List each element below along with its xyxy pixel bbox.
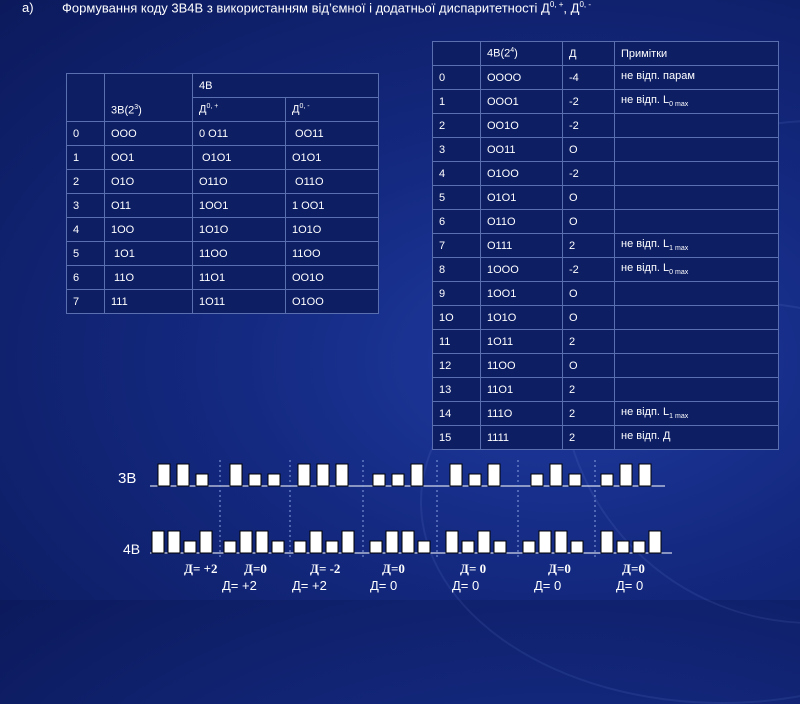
bit-one-mark-3b: [317, 464, 329, 486]
table-cell: -2: [563, 114, 615, 138]
table-cell: 11О: [105, 266, 193, 290]
table-cell: 1О11: [481, 330, 563, 354]
bit-one-mark-3b: [158, 464, 170, 486]
table-cell: 7: [67, 290, 105, 314]
bit-one-mark-3b: [450, 464, 462, 486]
disparity-label-row1: Д=0: [382, 561, 405, 576]
title-text: Формування коду 3В4В з використанням від’ємної і додатньої диспаритетності Д: [62, 0, 550, 16]
disparity-label-row1: Д=0: [622, 561, 645, 576]
disparity-label-row1: Д=0: [244, 561, 267, 576]
bit-one-mark-3b: [488, 464, 500, 486]
table-cell: ОО1: [105, 146, 193, 170]
disparity-label-row2: Д= 0: [452, 578, 480, 593]
bit-one-mark-4b: [168, 531, 180, 553]
table-cell: 7: [433, 234, 481, 258]
table-cell: 3: [67, 194, 105, 218]
table-cell: ОО1О: [286, 266, 379, 290]
bit-one-mark-4b: [402, 531, 414, 553]
column-header-d-plus: $Д^{0, +}$: [193, 98, 286, 122]
table-cell: 4: [433, 162, 481, 186]
table-cell: 1ОО1: [481, 282, 563, 306]
table-cell: -2: [563, 258, 615, 282]
table-cell: О: [563, 138, 615, 162]
title-label: а): [22, 0, 34, 16]
table-cell: ОООО: [481, 66, 563, 90]
table-cell: -2: [563, 90, 615, 114]
table-cell: 1ОО1: [193, 194, 286, 218]
table-cell: 13: [433, 378, 481, 402]
table-cell: О1О1: [193, 146, 286, 170]
table-cell: 2: [563, 378, 615, 402]
note-subscript: 0 max: [669, 101, 689, 109]
note-text: не відп. L: [621, 94, 670, 107]
bit-zero-mark-4b: [462, 541, 474, 553]
bit-one-mark-3b: [230, 464, 242, 486]
column-header-d-minus: $Д^{0, -}$: [286, 98, 379, 122]
bit-one-mark-4b: [342, 531, 354, 553]
table-cell: 1О1О: [193, 218, 286, 242]
bit-one-mark-4b: [256, 531, 268, 553]
bit-zero-mark-4b: [184, 541, 196, 553]
table-cell: 4: [67, 218, 105, 242]
disparity-label-row2: Д= +2: [292, 578, 327, 593]
table-cell: 1О1О: [286, 218, 379, 242]
bit-one-mark-4b: [310, 531, 322, 553]
note-subscript: 1 max: [669, 245, 689, 253]
table-cell: О1О1: [286, 146, 379, 170]
table-cell: 1 ОО1: [286, 194, 379, 218]
table-cell: 11ОО: [286, 242, 379, 266]
table-cell: 1О11: [193, 290, 286, 314]
table-cell: 1О1: [105, 242, 193, 266]
table-cell: О1О1: [481, 186, 563, 210]
note-text: не відп. Д: [621, 430, 671, 443]
title-superscript-2: 0, -: [579, 0, 591, 9]
title-text-2: , Д: [563, 0, 580, 16]
bit-zero-mark-3b: [196, 474, 208, 486]
column-group-header-4b: 4В: [193, 74, 379, 98]
bit-zero-mark-4b: [633, 541, 645, 553]
table-cell: ООО: [105, 122, 193, 146]
table-cell: ОО11: [286, 122, 379, 146]
disparity-label-row2: Д= +2: [222, 578, 257, 593]
disparity-label-row1: Д=0: [548, 561, 571, 576]
table-cell: 5: [433, 186, 481, 210]
disparity-label-row2: Д= 0: [370, 578, 398, 593]
bit-zero-mark-3b: [268, 474, 280, 486]
table-cell: 6: [433, 210, 481, 234]
table-cell: 0: [433, 66, 481, 90]
table-cell: -2: [563, 162, 615, 186]
table-cell: О: [563, 186, 615, 210]
note-text: не відп. L: [621, 262, 670, 275]
table-cell: 2: [563, 426, 615, 450]
table-cell: 111: [105, 290, 193, 314]
table-cell: 0 О11: [193, 122, 286, 146]
table-cell: 15: [433, 426, 481, 450]
bit-one-mark-4b: [555, 531, 567, 553]
table-cell: 8: [433, 258, 481, 282]
bit-one-mark-4b: [478, 531, 490, 553]
table-cell: О: [563, 306, 615, 330]
table-cell: 1ОО: [105, 218, 193, 242]
table-cell: ОО1О: [481, 114, 563, 138]
bit-one-mark-3b: [298, 464, 310, 486]
table-cell: 111О: [481, 402, 563, 426]
table-cell: 11ОО: [193, 242, 286, 266]
bit-zero-mark-4b: [272, 541, 284, 553]
table-cell: ООО1: [481, 90, 563, 114]
bit-one-mark-4b: [446, 531, 458, 553]
title-superscript: 0, +: [549, 0, 564, 9]
table-cell: О: [563, 282, 615, 306]
bit-one-mark-3b: [411, 464, 423, 486]
table-cell: 11О1: [193, 266, 286, 290]
bit-one-mark-3b: [336, 464, 348, 486]
note-subscript: 1 max: [669, 413, 689, 421]
table-cell: 12: [433, 354, 481, 378]
bit-zero-mark-3b: [373, 474, 385, 486]
table-cell: О11О: [193, 170, 286, 194]
note-text: не відп. парам: [621, 70, 695, 83]
bit-one-mark-3b: [620, 464, 632, 486]
bit-zero-mark-4b: [418, 541, 430, 553]
bit-one-mark-4b: [240, 531, 252, 553]
table-cell: 11ОО: [481, 354, 563, 378]
table-cell: 1О1О: [481, 306, 563, 330]
table-cell: О11О: [286, 170, 379, 194]
bit-one-mark-3b: [177, 464, 189, 486]
bit-zero-mark-3b: [392, 474, 404, 486]
table-cell: 0: [67, 122, 105, 146]
table-cell: 1111: [481, 426, 563, 450]
bit-zero-mark-4b: [523, 541, 535, 553]
table-cell: 2: [563, 234, 615, 258]
table-cell: 9: [433, 282, 481, 306]
bit-one-mark-4b: [200, 531, 212, 553]
table-cell: 1О: [433, 306, 481, 330]
waveform-label-3b: 3В: [118, 470, 137, 487]
bit-zero-mark-3b: [249, 474, 261, 486]
column-header-notes: Примітки: [615, 42, 779, 66]
table-cell: 14: [433, 402, 481, 426]
table-cell: 11: [433, 330, 481, 354]
bit-zero-mark-4b: [224, 541, 236, 553]
table-cell: О11О: [481, 210, 563, 234]
table-cell: О11: [105, 194, 193, 218]
table-cell: 2: [563, 330, 615, 354]
table-cell: 3: [433, 138, 481, 162]
bit-zero-mark-3b: [569, 474, 581, 486]
table-cell: 1: [433, 90, 481, 114]
bit-zero-mark-4b: [617, 541, 629, 553]
bit-zero-mark-4b: [494, 541, 506, 553]
bit-zero-mark-4b: [571, 541, 583, 553]
bit-zero-mark-3b: [601, 474, 613, 486]
bit-zero-mark-4b: [326, 541, 338, 553]
disparity-label-row2: Д= 0: [616, 578, 644, 593]
table-cell: О1ОО: [481, 162, 563, 186]
bit-zero-mark-3b: [469, 474, 481, 486]
note-text: не відп. L: [621, 238, 670, 251]
bit-one-mark-4b: [601, 531, 613, 553]
table-cell: О111: [481, 234, 563, 258]
disparity-label-row1: Д= +2: [184, 561, 218, 576]
column-header-3b: $3В(2^3)$: [105, 74, 193, 122]
table-cell: 2: [67, 170, 105, 194]
table-cell: О1ОО: [286, 290, 379, 314]
bit-one-mark-3b: [639, 464, 651, 486]
table-cell: 1: [67, 146, 105, 170]
bit-one-mark-4b: [386, 531, 398, 553]
waveform-label-4b: 4В: [123, 541, 141, 557]
bit-zero-mark-3b: [531, 474, 543, 486]
bit-one-mark-3b: [550, 464, 562, 486]
bit-one-mark-4b: [539, 531, 551, 553]
bit-zero-mark-4b: [294, 541, 306, 553]
table-cell: 5: [67, 242, 105, 266]
table-cell: ОО11: [481, 138, 563, 162]
table-cell: 11О1: [481, 378, 563, 402]
table-cell: О: [563, 354, 615, 378]
table-cell: 1ООО: [481, 258, 563, 282]
table-cell: 2: [433, 114, 481, 138]
column-header-4b: $4В(2^4)$: [481, 42, 563, 66]
note-text: не відп. L: [621, 406, 670, 419]
disparity-label-row1: Д= -2: [310, 561, 341, 576]
table-cell: О: [563, 210, 615, 234]
note-subscript: 0 max: [669, 269, 689, 277]
disparity-label-row2: Д= 0: [534, 578, 562, 593]
bit-one-mark-4b: [152, 531, 164, 553]
table-cell: О1О: [105, 170, 193, 194]
disparity-label-row1: Д= 0: [460, 561, 487, 576]
bit-zero-mark-4b: [370, 541, 382, 553]
bit-one-mark-4b: [649, 531, 661, 553]
table-cell: 2: [563, 402, 615, 426]
column-header-d: Д: [563, 42, 615, 66]
table-cell: -4: [563, 66, 615, 90]
table-cell: 6: [67, 266, 105, 290]
